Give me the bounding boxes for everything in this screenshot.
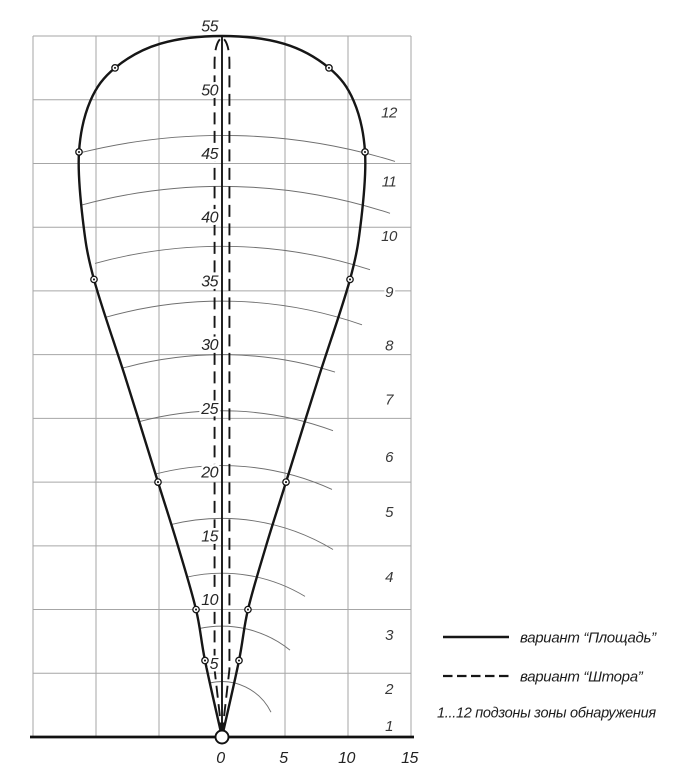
data-point-dot	[328, 67, 330, 69]
curtain-outline	[222, 37, 229, 734]
x-axis-tick-label: 5	[279, 750, 288, 767]
data-point-dot	[157, 481, 159, 483]
data-point-dot	[195, 609, 197, 611]
legend-label-area-variant: вариант “Площадь”	[520, 629, 656, 647]
data-point-dot	[93, 278, 95, 280]
radial-distance-label: 20	[201, 464, 218, 482]
data-point-dot	[349, 278, 351, 280]
radial-distance-label: 45	[201, 146, 218, 163]
x-axis-tick-label: 15	[401, 750, 418, 767]
radial-distance-label: 25	[201, 400, 218, 418]
subzone-number-label: 9	[385, 284, 393, 302]
subzone-number-label: 2	[385, 681, 393, 699]
data-point-dot	[238, 659, 240, 661]
subzone-number-label: 1	[385, 718, 393, 736]
radial-distance-label: 40	[201, 209, 218, 227]
subzone-number-label: 4	[385, 569, 393, 587]
subzone-number-label: 11	[381, 173, 397, 191]
legend	[437, 630, 657, 722]
radial-distance-label: 10	[201, 592, 218, 609]
subzone-arc	[82, 186, 390, 213]
data-point-dot	[114, 67, 116, 69]
curtain-outline	[215, 37, 222, 734]
subzone-number-label: 6	[385, 449, 393, 467]
radial-distance-label: 30	[201, 337, 218, 355]
subzone-number-labels	[381, 105, 398, 736]
legend-label-curtain-variant: вариант “Штора”	[520, 668, 643, 686]
subzone-arc	[171, 518, 333, 549]
subzone-number-label: 10	[381, 228, 397, 246]
radial-distance-label: 15	[201, 528, 218, 546]
subzone-arc	[106, 301, 362, 325]
subzone-arc	[95, 246, 370, 269]
radial-distance-label: 55	[201, 18, 218, 36]
sensor-origin-marker	[216, 731, 229, 744]
data-point-dot	[364, 151, 366, 153]
x-axis-tick-labels	[216, 750, 418, 767]
legend-subzones-note: 1...12 подзоны зоны обнаружения	[437, 705, 656, 722]
radial-distance-label: 5	[209, 655, 218, 673]
subzone-number-label: 8	[385, 337, 393, 355]
subzone-number-label: 7	[385, 391, 393, 409]
x-axis-tick-label: 0	[216, 750, 225, 767]
data-point-dot	[204, 659, 206, 661]
subzone-number-label: 5	[385, 504, 393, 522]
x-axis-tick-label: 10	[338, 750, 355, 767]
subzone-arc	[155, 466, 332, 490]
subzone-number-label: 12	[381, 104, 397, 122]
data-point-dot	[247, 609, 249, 611]
radial-distance-label: 50	[201, 82, 218, 100]
data-point-dot	[285, 481, 287, 483]
subzone-number-label: 3	[385, 627, 393, 644]
data-point-dot	[78, 151, 80, 153]
radial-distance-label: 35	[201, 273, 218, 291]
